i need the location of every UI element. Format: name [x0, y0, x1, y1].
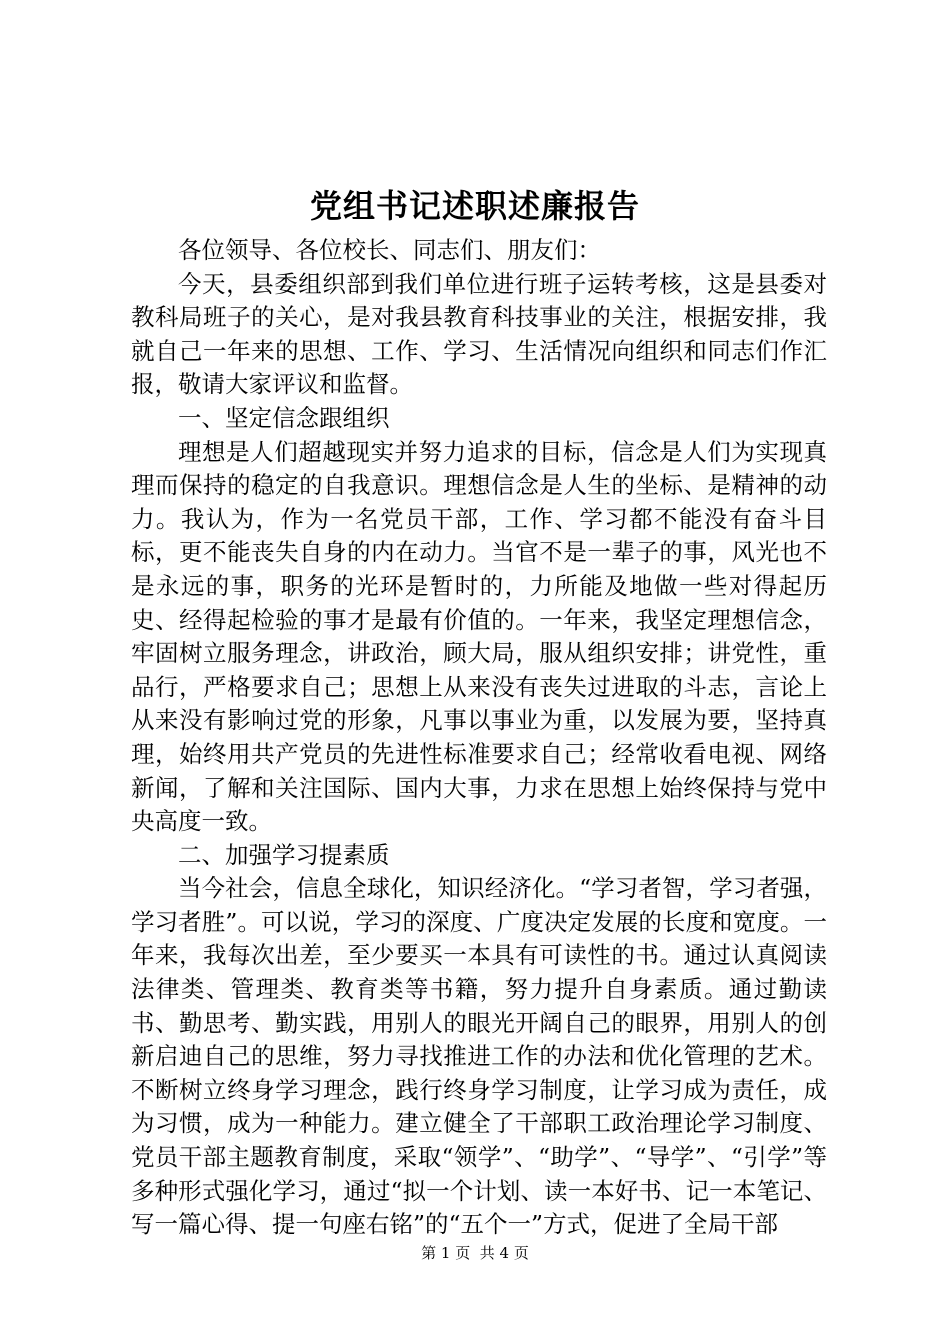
section-2-paragraph: 当今社会，信息全球化，知识经济化。“学习者智，学习者强，学习者胜”。可以说，学习的深度、广度决定发展的长度和宽度。一年来，我每次出差，至少要买一本具有可读性的书。通过认真阅读法律类、管理类、教育类等书籍，努力提升自身素质。通过勤读书、勤思考、勤实践，用别人的眼光开阔自己的眼界，用别人的创新启迪自己的思维，努力寻找推进工作的办法和优化管理的艺术。不断树立终身学习理念，践行终身学习制度，让学习成为责任，成为习惯，成为一种能力。建立健全了干部职工政治理论学习制度、党员干部主题教育制度，采取“领学”、“助学”、“导学”、“引学”等多种形式强化学习，通过“拟一个计划、读一本好书、记一本笔记、写一篇心得、提一句座右铭”的“五个一”方式，促进了全局干部	[131, 874, 827, 1239]
intro-paragraph: 今天，县委组织部到我们单位进行班子运转考核，这是县委对教科局班子的关心，是对我县教育科技事业的关注，根据安排，我就自己一年来的思想、工作、学习、生活情况向组织和同志们作汇报，敬请大家评议和监督。	[131, 269, 827, 399]
salutation-paragraph: 各位领导、各位校长、同志们、朋友们：	[178, 236, 601, 264]
page-number-footer: 第 1 页 共 4 页	[421, 1244, 529, 1262]
document-title: 党组书记述职述廉报告	[309, 187, 640, 225]
document-body	[131, 234, 827, 1242]
section-heading-1: 一、坚定信念跟组织	[178, 403, 390, 432]
section-1-paragraph: 理想是人们超越现实并努力追求的目标，信念是人们为实现真理而保持的稳定的自我意识。理想信念是人生的坐标、是精神的动力。我认为，作为一名党员干部，工作、学习都不能没有奋斗目标，更不能丧失自身的内在动力。当官不是一辈子的事，风光也不是永远的事，职务的光环是暂时的，力所能及地做一些对得起历史、经得起检验的事才是最有价值的。一年来，我坚定理想信念，牢固树立服务理念，讲政治，顾大局，服从组织安排；讲党性，重品行，严格要求自己；思想上从来没有丧失过进取的斗志，言论上从来没有影响过党的形象，凡事以事业为重，以发展为要，坚持真理，始终用共产党员的先进性标准要求自己；经常收看电视、网络新闻，了解和关注国际、国内大事，力求在思想上始终保持与党中央高度一致。	[131, 437, 827, 836]
section-heading-2: 二、加强学习提素质	[178, 840, 390, 869]
